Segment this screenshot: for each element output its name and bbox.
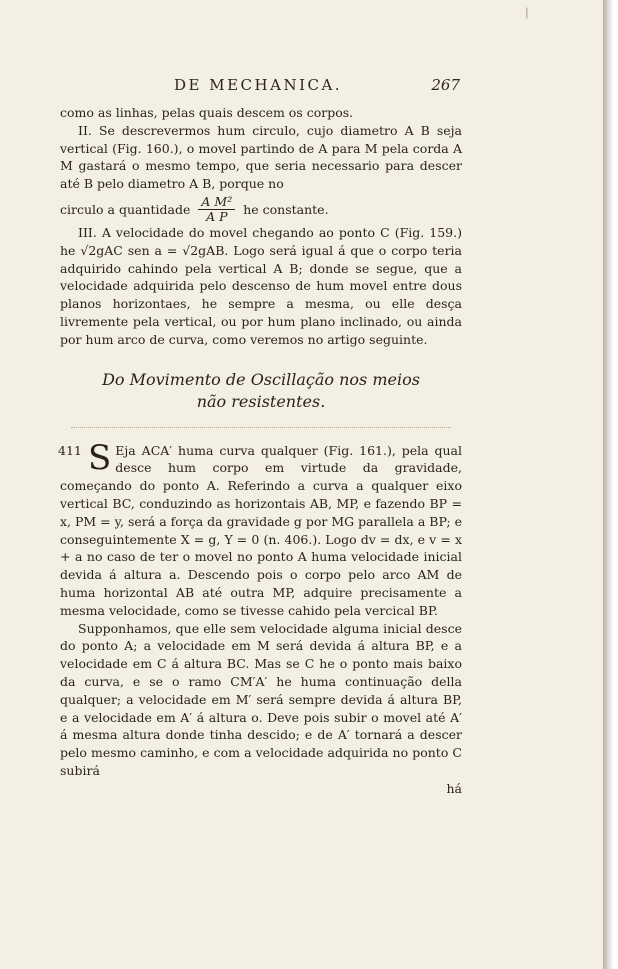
paragraph-411-text: Eja ACA′ huma curva qualquer (Fig. 161.), pela qual desce hum corpo em virtude da gravidade, começando do ponto A. Referindo a curva a qualquer eixo vertical BC, conduzindo as horizontais AB, MP, e fazendo BP = x, PM = y, será a força da gravidade g por MG parallela a BP; e conseguintemente X = g, Y = 0 (n. 406.). Logo dv = dx, e v = x + a no caso de ter o movel no ponto A huma velocidade inicial devida á altura a. Descendo pois o corpo pelo arco AM de huma horizontal AB até outra MP, adquire precisamente a mesma velocidade, como se tivesse cahido pela vercical BP.	[60, 442, 462, 618]
paragraph-continuation: como as linhas, pelas quais descem os corpos.	[60, 105, 354, 120]
catchword: há	[446, 780, 462, 796]
separator-rule	[71, 427, 451, 428]
section-title-line-1: Do Movimento de Oscillação nos meios	[102, 369, 420, 389]
article-number: 411	[58, 442, 82, 458]
edge-mark: |	[525, 6, 529, 19]
paragraph-412: Supponhamos, que elle sem velocidade alguma inicial desce do ponto A; a velocidade em M será devida á altura BP, e a velocidade em C á altura BC. Mas se C he o ponto mais baixo da curva, e se o ramo CM′A′ he huma continuação della qualquer; a velocidade em M′ será sempre devida á altura BP, e a velocidade em A′ á altura o. Deve pois subir o movel até A′ á mesma altura donde tinha descido; e de A′ tornará a descer pelo mesmo caminho, e com a velocidade adquirida no ponto C subirá	[60, 620, 462, 778]
page-number: 267	[431, 76, 460, 94]
page-edge-shadow	[603, 0, 618, 969]
page-header	[60, 76, 460, 98]
formula-suffix: he constante.	[243, 201, 329, 217]
formula-line	[60, 195, 462, 224]
paragraph-iii: III. A velocidade do movel chegando ao ponto C (Fig. 159.) he √2gAC sen a = √2gAB. Logo será igual á que o corpo teria adquirido cahindo pela vertical A B; donde se segue, que a velocidade adquirida pelo descenso de hum movel entre dous planos horizontaes, he sempre a mesma, ou elle desça livremente pela vertical, ou por hum plano inclinado, ou ainda por hum arco de curva, como veremos no artigo seguinte.	[60, 224, 462, 347]
paragraph-411	[58, 437, 462, 620]
fraction	[198, 195, 235, 224]
paragraph-ii: II. Se descrevermos hum circulo, cujo diametro A B seja vertical (Fig. 160.), o movel partindo de A para M pela corda A M gastará o mesmo tempo, que seria necessario para descer até B pelo diametro A B, porque no	[60, 122, 462, 192]
formula-prefix: circulo a quantidade	[60, 201, 191, 217]
running-title: DE MECHANICA.	[174, 76, 343, 94]
drop-cap: S	[88, 437, 112, 478]
fraction-numerator: A M²	[198, 195, 235, 210]
fraction-denominator: A P	[206, 208, 228, 224]
section-title-line-2: não resistentes.	[196, 391, 326, 411]
text-block	[60, 104, 462, 798]
section-title	[60, 369, 462, 413]
